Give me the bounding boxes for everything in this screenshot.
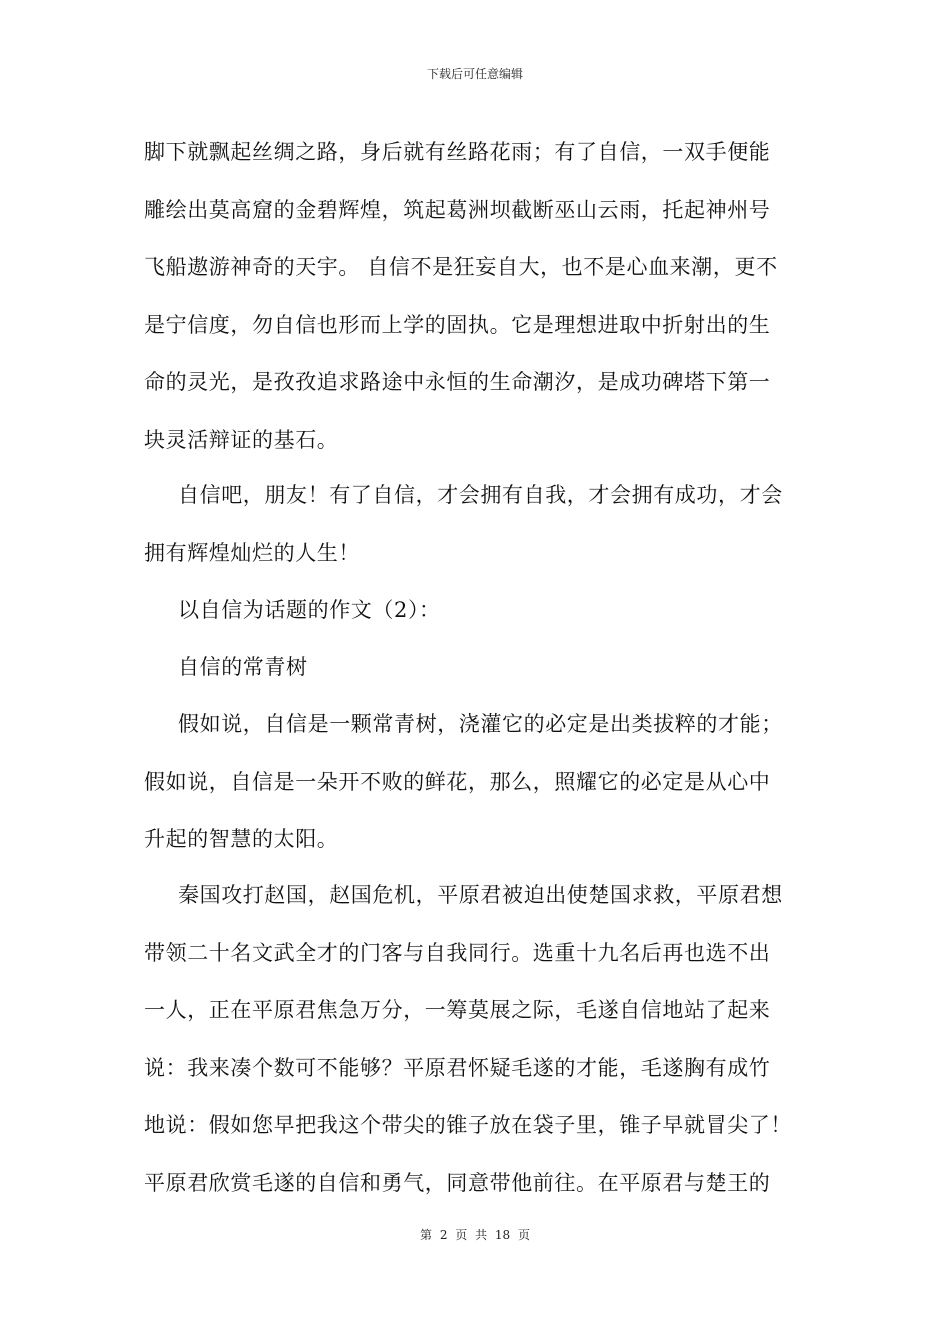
text-line: 平原君欣赏毛遂的自信和勇气，同意带他前往。在平原君与楚王的 xyxy=(144,1170,771,1195)
text-line: 雕绘出莫高窟的金碧辉煌，筑起葛洲坝截断巫山云雨，托起神州号 xyxy=(144,197,771,222)
text-line: 脚下就飘起丝绸之路，身后就有丝路花雨；有了自信，一双手便能 xyxy=(144,140,771,164)
text-line: 说：我来凑个数可不能够？平原君怀疑毛遂的才能，毛遂胸有成竹 xyxy=(144,1055,771,1080)
text-line: 自信的常青树 xyxy=(178,655,308,679)
page-footer: 第 2 页 共 18 页 xyxy=(420,1228,530,1242)
text-line: 自信吧，朋友！有了自信，才会拥有自我，才会拥有成功，才会 xyxy=(178,483,783,507)
paragraph-conclusion xyxy=(144,467,809,582)
text-line: 假如说，自信是一朵开不败的鲜花，那么，照耀它的必定是从心中 xyxy=(144,769,771,794)
text-line: 假如说，自信是一颗常青树，浇灌它的必定是出类拔粹的才能； xyxy=(178,712,783,736)
text-line: 地说：假如您早把我这个带尖的锥子放在袋子里，锥子早就冒尖了！ xyxy=(144,1113,792,1138)
page-header: 下载后可任意编辑 xyxy=(426,67,523,81)
text-line: 块灵活辩证的基石。 xyxy=(144,427,339,452)
paragraph-story xyxy=(144,867,809,1213)
text-line: 飞船遨游神奇的天宇。 自信不是狂妄自大，也不是心血来潮，更不 xyxy=(144,255,778,280)
text-line: 升起的智慧的太阳。 xyxy=(144,827,339,852)
text-line: 秦国攻打赵国，赵国危机，平原君被迫出使楚国求救，平原君想 xyxy=(178,883,783,907)
text-line: 一人，正在平原君焦急万分，一筹莫展之际，毛遂自信地站了起来 xyxy=(144,998,771,1023)
essay-title xyxy=(144,639,809,697)
paragraph-intro xyxy=(144,696,809,869)
text-line: 带领二十名文武全才的门客与自我同行。选重十九名后再也选不出 xyxy=(144,940,771,965)
text-line: 以自信为话题的作文（2）： xyxy=(178,598,441,622)
text-line: 是宁信度，勿自信也形而上学的固执。它是理想进取中折射出的生 xyxy=(144,312,771,337)
essay-heading xyxy=(144,582,809,640)
paragraph-continuation xyxy=(144,124,809,470)
text-line: 拥有辉煌灿烂的人生！ xyxy=(144,540,360,565)
text-line: 命的灵光，是孜孜追求路途中永恒的生命潮汐，是成功碑塔下第一 xyxy=(144,370,771,395)
